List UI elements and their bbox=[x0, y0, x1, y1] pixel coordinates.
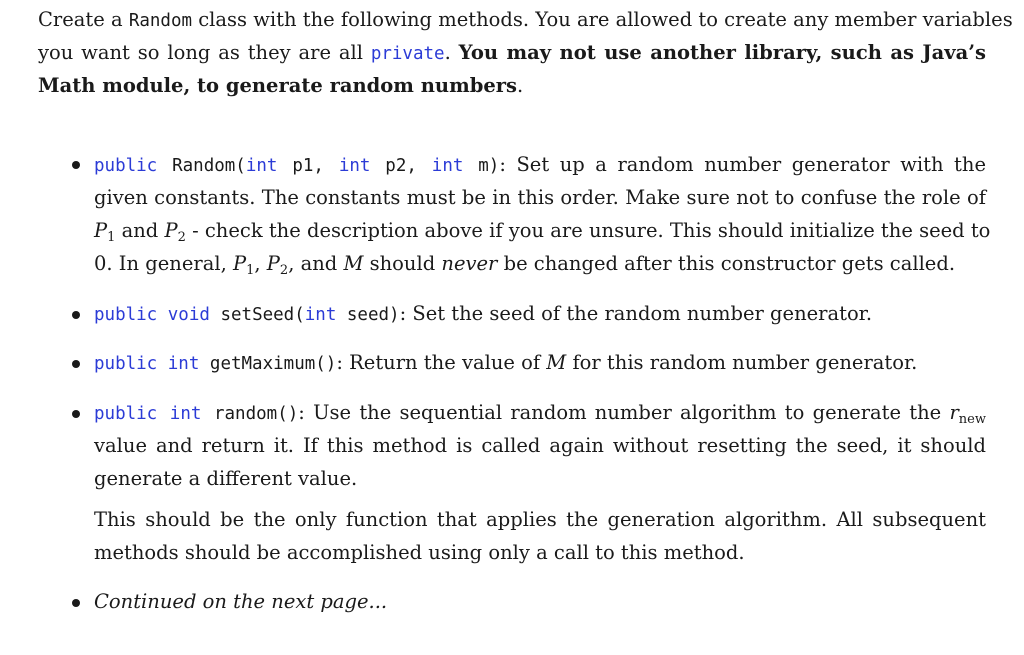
item-constructor-line-3: $P_1$ and $P_2$ - check the description above if you are unsure. This should initialize the seed to bbox=[94, 219, 991, 245]
item-setseed-line-1: public void setSeed(int seed): Set the seed of the random number generator. bbox=[94, 302, 873, 325]
intro-line-2: you want so long as they are all private. You may not use another library, such as Java’s bbox=[38, 41, 986, 64]
intro-line-3: Math module, to generate random numbers. bbox=[38, 74, 524, 97]
continued-note: Continued on the next page... bbox=[94, 590, 388, 613]
item-random-line-1: public int random(): Use the sequential random number algorithm to generate the $r_{new}$ bbox=[94, 401, 986, 427]
code-random: Random bbox=[128, 11, 193, 31]
bullet bbox=[72, 161, 80, 169]
item-random-line-2: value and return it. If this method is called again without resetting the seed, it should bbox=[94, 434, 986, 457]
bullet bbox=[72, 360, 80, 368]
bullet bbox=[72, 410, 80, 418]
bullet bbox=[72, 311, 80, 319]
item-constructor-line-1: public Random(int p1, int p2, int m): Set up a random number generator with the bbox=[94, 153, 986, 176]
intro-bold-note: You may not use another library, such as Java’s bbox=[458, 41, 986, 64]
item-random-line-3: generate a different value. bbox=[94, 467, 358, 490]
item-getmaximum-line-1: public int getMaximum(): Return the value of M for this random number generator. bbox=[94, 351, 918, 374]
item-constructor-line-2: given constants. The constants must be in this order. Make sure not to confuse the role of bbox=[94, 186, 986, 209]
item-random-para2-line-1: This should be the only function that applies the generation algorithm. All subsequent bbox=[94, 508, 986, 531]
item-random-para2-line-2: methods should be accomplished using only a call to this method. bbox=[94, 541, 745, 564]
intro-line-1: Create a Random class with the following methods. You are allowed to create any member variables bbox=[38, 8, 1013, 31]
bullet bbox=[72, 599, 80, 607]
code-private: private bbox=[370, 44, 445, 64]
item-constructor-line-4: 0. In general, $P_1$, $P_2$, and M should never be changed after this constructor gets called. bbox=[94, 252, 956, 278]
